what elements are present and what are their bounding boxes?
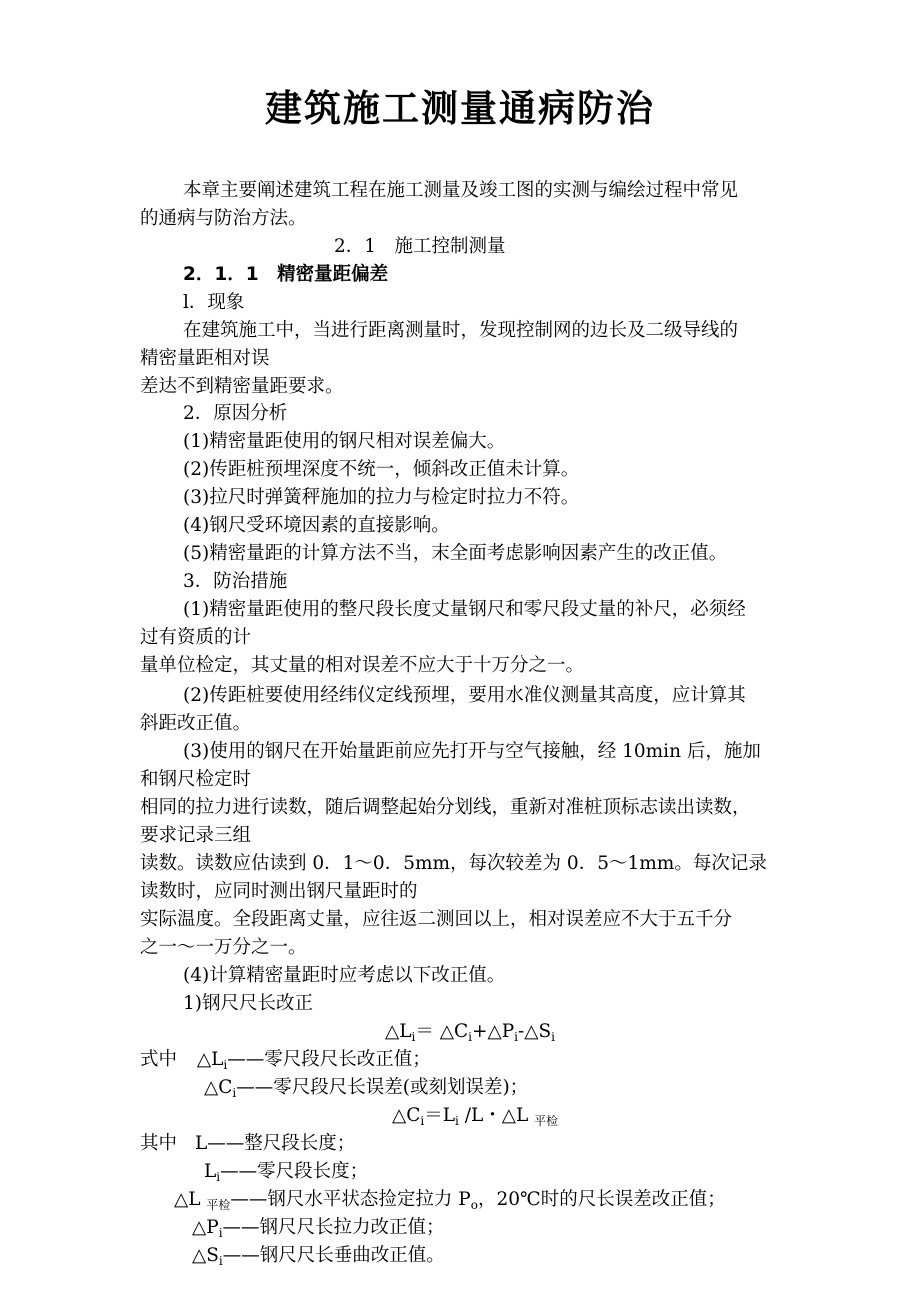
subscript-i: i — [468, 1030, 472, 1044]
formula-2-c: △C — [392, 1105, 421, 1126]
cause-2: (2)传距桩预埋深度不统一，倾斜改正值未计算。 — [183, 459, 580, 480]
intro-line-1: 本章主要阐述建筑工程在施工测量及竣工图的实测与编绘过程中常见 — [183, 180, 739, 201]
subscript-i: i — [420, 1114, 425, 1128]
formula-1 — [385, 1018, 834, 1047]
def-1-text: ——零尺段尺长改正值； — [227, 1049, 431, 1070]
def-4-symbol: L — [204, 1161, 217, 1182]
formula-1-p: +△P — [471, 1021, 515, 1042]
cause-1: (1)精密量距使用的钢尺相对误差偏大。 — [183, 431, 506, 452]
subscript-pingjian: 平检 — [534, 1114, 559, 1128]
formula-2-rest: /L・△L — [458, 1105, 535, 1126]
phenomenon-line-2: 精密量距相对误 — [140, 348, 270, 369]
formula-2-l: ＝L — [424, 1105, 456, 1126]
subscript-i: i — [232, 1086, 237, 1100]
phenomenon-heading: l．现象 — [183, 292, 245, 313]
def-5-text-end: ，20℃时的尺长误差改正值； — [478, 1189, 726, 1210]
subscript-i: i — [411, 1030, 416, 1044]
measure-2-line-2: 斜距改正值。 — [140, 713, 252, 734]
cause-4: (4)钢尺受环境因素的直接影响。 — [183, 515, 450, 536]
formula-1-eq: ＝ △C — [415, 1021, 469, 1042]
measure-3-line-7: 实际温度。全段距离丈量，应往返二测回以上，相对误差应不大于五千分 — [140, 909, 733, 930]
measure-1-line-2: 过有资质的计 — [140, 627, 252, 648]
phenomenon-line-3: 差达不到精密量距要求。 — [140, 376, 344, 397]
formula-2 — [392, 1102, 834, 1131]
subscript-i: i — [551, 1030, 555, 1044]
measure-3-line-8: 之一～一万分之一。 — [140, 937, 307, 958]
subsection-heading: 2．1．1 精密量距偏差 — [183, 264, 389, 285]
def-6-text: ——钢尺尺长拉力改正值； — [222, 1217, 445, 1238]
def-2 — [204, 1074, 834, 1103]
measure-3-line-1: (3)使用的钢尺在开始量距前应先打开与空气接触，经 10min 后，施加 — [183, 741, 761, 762]
def-6-symbol: △P — [192, 1217, 219, 1238]
subscript-i: i — [218, 1226, 223, 1240]
measure-4: (4)计算精密量距时应考虑以下改正值。 — [183, 965, 506, 986]
section-heading: 2．1 施工控制测量 — [334, 236, 506, 257]
measure-1-line-3: 量单位检定，其丈量的相对误差不应大于十万分之一。 — [140, 655, 585, 676]
subscript-i: i — [223, 1058, 228, 1072]
subscript-i: i — [218, 1254, 223, 1268]
def-5 — [174, 1186, 834, 1215]
def-1 — [140, 1046, 834, 1075]
subscript-i: i — [216, 1170, 221, 1184]
measure-1-line-1: (1)精密量距使用的整尺段长度丈量钢尺和零尺段丈量的补尺，必须经 — [183, 599, 746, 620]
cause-3: (3)拉尺时弹簧秤施加的拉力与检定时拉力不符。 — [183, 487, 580, 508]
cause-heading: 2．原因分析 — [183, 403, 288, 424]
subscript-i: i — [514, 1030, 518, 1044]
def-5-text: ——钢尺水平状态捡定拉力 P — [230, 1189, 471, 1210]
where-label: 式中 — [140, 1049, 178, 1070]
measure-4-item-1: 1)钢尺尺长改正 — [183, 993, 313, 1014]
subscript-pingjian: 平检 — [206, 1198, 231, 1212]
def-7-symbol: △S — [192, 1245, 219, 1266]
formula-1-s: -△S — [518, 1021, 552, 1042]
def-2-text: ——零尺段尺长误差(或刻划误差)； — [236, 1077, 529, 1098]
measure-3-line-2: 和钢尺检定时 — [140, 769, 252, 790]
formula-1-dl: △L — [385, 1021, 412, 1042]
def-4-text: ——零尺段长度； — [220, 1161, 369, 1182]
measure-2-line-1: (2)传距桩要使用经纬仪定线预埋，要用水准仪测量其高度，应计算其 — [183, 685, 746, 706]
measure-3-line-5: 读数。读数应估读到 0．1～0．5mm，每次较差为 0．5～1mm。每次记录 — [140, 853, 767, 874]
measures-heading: 3．防治措施 — [183, 571, 288, 592]
then-label: 其中 — [140, 1133, 178, 1154]
intro-line-2: 的通病与防治方法。 — [140, 208, 307, 229]
measure-3-line-4: 要求记录三组 — [140, 825, 252, 846]
page-title: 建筑施工测量通病防治 — [265, 87, 655, 130]
cause-5: (5)精密量距的计算方法不当，末全面考虑影响因素产生的改正值。 — [183, 543, 728, 564]
def-4 — [204, 1158, 834, 1187]
subscript-o: o — [470, 1198, 478, 1212]
def-1-symbol: △L — [196, 1049, 224, 1070]
subscript-i: i — [455, 1114, 459, 1128]
def-7 — [192, 1242, 834, 1271]
def-3 — [140, 1130, 834, 1158]
def-5-symbol: △L — [174, 1189, 207, 1210]
def-2-symbol: △C — [204, 1077, 233, 1098]
phenomenon-line-1: 在建筑施工中，当进行距离测量时，发现控制网的边长及二级导线的 — [183, 320, 739, 341]
def-3-text: L——整尺段长度； — [195, 1133, 356, 1154]
measure-3-line-3: 相同的拉力进行读数，随后调整起始分划线，重新对准桩顶标志读出读数， — [140, 797, 751, 818]
def-7-text: ——钢尺尺长垂曲改正值。 — [222, 1245, 445, 1266]
measure-3-line-6: 读数时，应同时测出钢尺量距时的 — [140, 881, 418, 902]
def-6 — [192, 1214, 834, 1243]
